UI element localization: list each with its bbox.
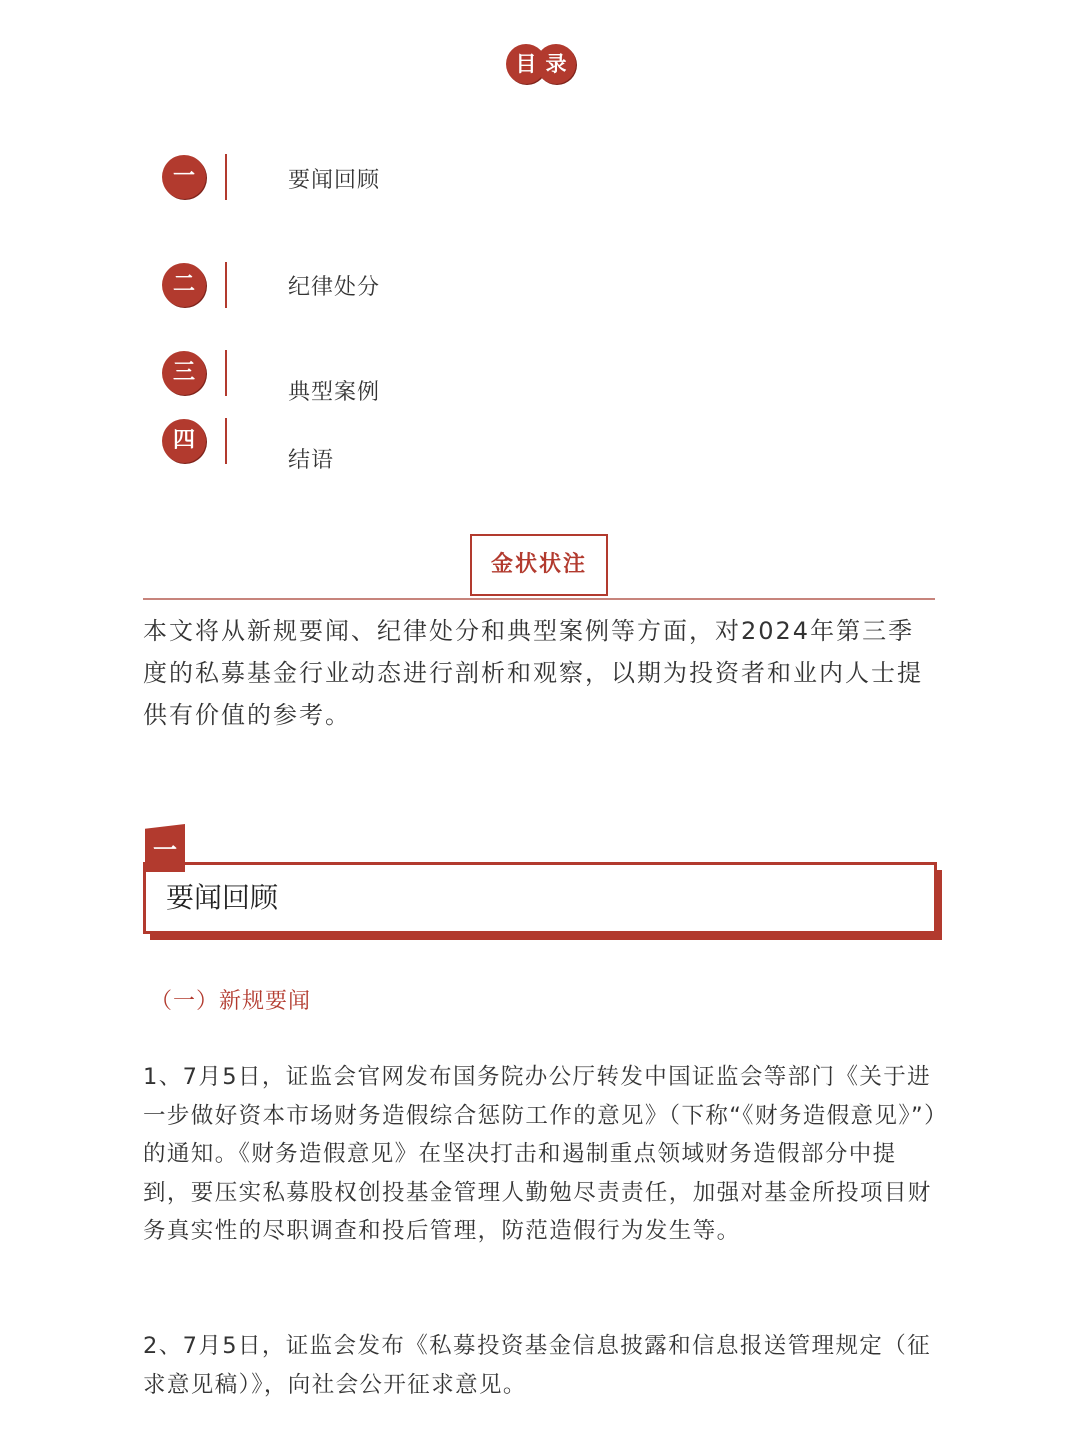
intro-paragraph: 本文将从新规要闻、纪律处分和典型案例等方面，对2024年第三季度的私募基金行业动态进行剖析和观察，以期为投资者和业内人士提供有价值的参考。 [143,617,923,729]
toc-number-4: 四 [162,419,206,463]
note-title-box: 金状状注 [470,534,608,596]
section-title: 要闻回顾 [166,881,279,914]
toc-item-disciplinary-actions[interactable]: 纪律处分 [288,275,381,300]
toc-badge-char-2: 录 [536,44,576,84]
news-paragraph-1: 1、7月5日，证监会官网发布国务院办公厅转发中国证监会等部门《关于进一步做好资本市场财务造假综合惩防工作的意见》（下称“《财务造假意见》”）的通知。《财务造假意见》在坚决打击和遏制重点领域财务造假部分中提到，要压实私募股权创投基金管理人勤勉尽责责任，加强对基金所投项目财务真实性的尽职调查和投后管理，防范造假行为发生等。 [143,1064,937,1245]
section-number: 一 [153,836,177,864]
toc-number-1: 一 [162,155,206,199]
news-paragraph-2: 2、7月5日，证监会发布《私募投资基金信息披露和信息报送管理规定（征求意见稿）》，向社会公开征求意见。 [143,1333,932,1398]
toc-item-conclusion[interactable]: 结语 [288,448,335,473]
toc-item-typical-cases[interactable]: 典型案例 [288,380,381,405]
toc-number-3: 三 [162,351,206,395]
toc-divider [225,262,227,308]
subsection-heading: （一）新规要闻 [150,989,312,1014]
toc-divider [225,350,227,396]
toc-item-news-review[interactable]: 要闻回顾 [288,168,381,193]
toc-divider [225,154,227,200]
note-divider [143,598,935,600]
toc-number-2: 二 [162,263,206,307]
toc-badge [506,44,576,86]
toc-divider [225,418,227,464]
toc-badge-char-1: 目 [506,44,546,84]
